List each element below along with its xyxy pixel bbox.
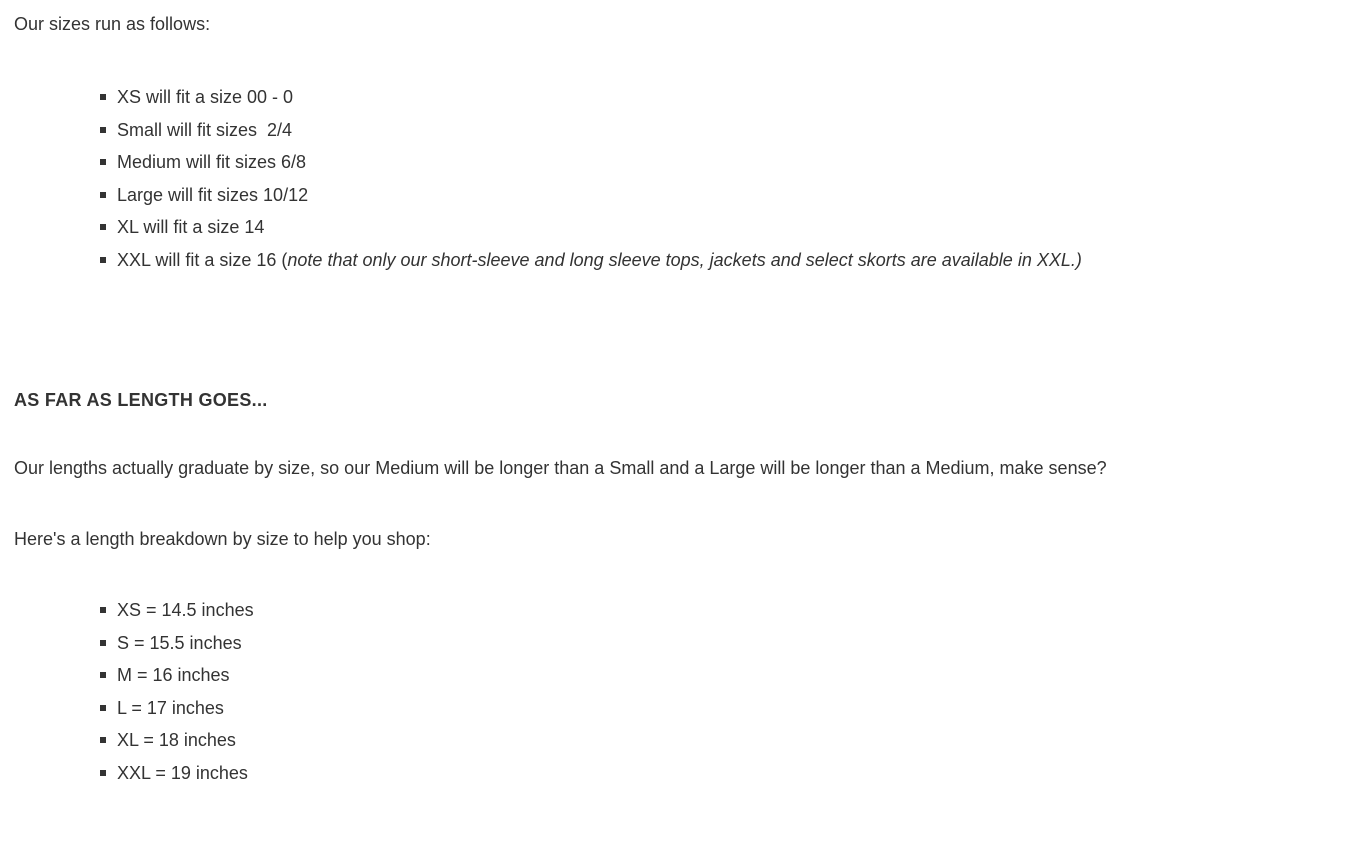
xxl-size-text: XXL will fit a size 16 ( xyxy=(117,249,288,270)
list-item: Medium will fit sizes 6/8 xyxy=(100,146,1355,179)
list-item: L = 17 inches xyxy=(100,692,1355,725)
length-breakdown-intro-text: Here's a length breakdown by size to help you shop: xyxy=(14,529,431,549)
list-item: Large will fit sizes 10/12 xyxy=(100,179,1355,212)
size-fit-list xyxy=(14,81,1355,276)
list-item xyxy=(100,244,1355,277)
list-item: M = 16 inches xyxy=(100,659,1355,692)
list-item: XS = 14.5 inches xyxy=(100,594,1355,627)
xxl-availability-note: note that only our short-sleeve and long sleeve tops, jackets and select skorts are available in XXL.) xyxy=(287,249,1082,270)
list-item: XL = 18 inches xyxy=(100,724,1355,757)
list-item: XXL = 19 inches xyxy=(100,757,1355,790)
length-explanation-text: Our lengths actually graduate by size, so our Medium will be longer than a Small and a Large will be longer than a Medium, make sense? xyxy=(14,458,1107,478)
list-item: Small will fit sizes 2/4 xyxy=(100,114,1355,147)
list-item: XS will fit a size 00 - 0 xyxy=(100,81,1355,114)
sizes-intro-text: Our sizes run as follows: xyxy=(14,14,211,34)
list-item: XL will fit a size 14 xyxy=(100,211,1355,244)
length-by-size-list xyxy=(14,594,1355,789)
length-section-heading: AS FAR AS LENGTH GOES... xyxy=(14,390,268,410)
list-item: S = 15.5 inches xyxy=(100,627,1355,660)
